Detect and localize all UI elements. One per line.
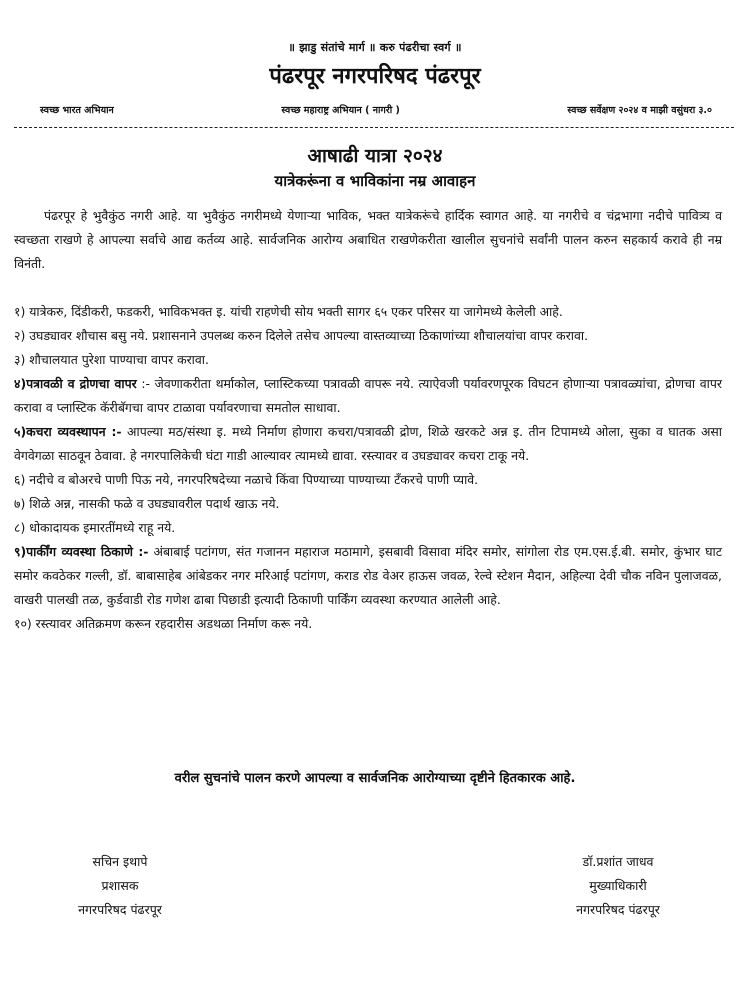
campaign-row — [40, 103, 712, 116]
item-heading: ४)पत्रावळी व द्रोणचा वापर — [14, 376, 137, 391]
signatory-org: नगरपरिषद पंढरपूर — [78, 902, 162, 917]
instruction-item-4 — [14, 372, 722, 420]
signatory-role: प्रशासक — [101, 878, 139, 893]
signature-administrator — [30, 850, 210, 922]
header-motto: ॥ झाडु संतांचे मार्ग ॥ करु पंढरीचा स्वर्ग ॥ — [288, 41, 462, 54]
instruction-item-1 — [14, 300, 722, 324]
instruction-item-5 — [14, 420, 722, 468]
item-text: आपल्या मठ/संस्था इ. मध्ये निर्माण होणारा कचरा/पत्रावळी द्रोण, शिळे खरकटे अन्न इ. तीन टिपामध्ये ओला, सुका व घातक असा वेगवेगळा साठवून ठेवावा. हे नगरपालिकेची घंटा गाडी आल्यावर त्यामध्ये द्यावा. रस्त्यावर व उघड्यावर कचरा टाकू नये. — [14, 424, 723, 463]
campaign-swachh-survey: स्वच्छ सर्वेक्षण २०२४ व माझी वसुंधरा ३.० — [567, 105, 712, 116]
closing-statement: वरील सुचनांचे पालन करणे आपल्या व सार्वजनिक आरोग्याच्या दृष्टीने हितकारक आहे. — [174, 771, 576, 786]
item-text: :- जेवणाकरीता थर्माकोल, प्लास्टिकच्या पत्रावळी वापरू नये. त्याऐवजी पर्यावरणपूरक विघटन होणाऱ्या पत्रावळ्यांचा, द्रोणचा वापर करावा व प्लास्टिक कॅरीबॅगचा वापर टाळावा पर्यावरणाचा समतोल साधावा. — [14, 376, 722, 415]
campaign-swachh-maharashtra: स्वच्छ महाराष्ट्र अभियान ( नागरी ) — [281, 105, 400, 116]
header-divider — [14, 127, 734, 128]
instruction-item-9 — [14, 540, 722, 612]
item-text: २) उघड्यावर शौचास बसु नये. प्रशासनाने उपलब्ध करुन दिलेले तसेच आपल्या वास्तव्याच्या ठिकाणांच्या शौचालयांचा वापर करावा. — [14, 328, 589, 343]
campaign-swachh-bharat: स्वच्छ भारत अभियान — [40, 105, 114, 116]
notice-subtitle: यात्रेकरूंना व भाविकांना नम्र आवाहन — [274, 172, 476, 190]
instruction-item-10 — [14, 612, 722, 636]
intro-paragraph: पंढरपूर हे भुवैकुंठ नगरी आहे. या भुवैकुंठ नगरीमध्ये येणाऱ्या भाविक, भक्त यात्रेकरूंचे हार्दिक स्वागत आहे. या नगरीचे व चंद्रभागा नदीचे पावित्र्य व स्वच्छता राखणे हे आपल्या सर्वाचे आद्य कर्तव्य आहे. सार्वजनिक आरोग्य अबाधित राखणेकरीता खालील सुचनांचे सर्वांनी पालन करुन सहकार्य करावे ही नम्र विनंती. — [14, 208, 722, 271]
council-name: पंढरपूर नगरपरिषद पंढरपूर — [269, 64, 481, 89]
item-text: १०) रस्त्यावर अतिक्रमण करून रहदारीस अडथळा निर्माण करू नये. — [14, 616, 313, 631]
item-heading: ९)पार्कींग व्यवस्था ठिकाणे :- — [14, 544, 149, 559]
item-text: अंबाबाई पटांगण, संत गजानन महाराज मठामागे, इसबावी विसावा मंदिर समोर, सांगोला रोड एम.एस.ई.बी. समोर, कुंभार घाट समोर कवठेकर गल्ली, डॉ. बाबासाहेब आंबेडकर नगर मरिआई पटांगण, कराड रोड वेअर हाऊस जवळ, रेल्वे स्टेशन मैदान, अहिल्या देवी चौक नविन पुलाजवळ, वाखरी पालखी तळ, कुर्डवाडी रोड गणेश ढाबा पिछाडी इत्यादी ठिकाणी पार्किंग व्यवस्था करण्यात आलेली आहे. — [14, 544, 723, 607]
instruction-item-8 — [14, 516, 722, 540]
notice-title: आषाढी यात्रा २०२४ — [307, 145, 443, 167]
signatory-name: डॉ.प्रशांत जाधव — [582, 854, 654, 869]
item-text: ६) नदीचे व बोअरचे पाणी पिऊ नये, नगरपरिषदेच्या नळाचे किंवा पिण्याच्या पाण्याच्या टँकरचे पाणी प्यावे. — [14, 472, 479, 487]
item-heading: ५)कचरा व्यवस्थापन :- — [14, 424, 122, 439]
instruction-item-6 — [14, 468, 722, 492]
item-text: ७) शिळे अन्न, नासकी फळे व उघड्यावरील पदार्थ खाऊ नये. — [14, 496, 280, 511]
item-text: ८) धोकादायक इमारतींमध्ये राहू नये. — [14, 520, 176, 535]
instruction-item-3 — [14, 348, 722, 372]
instruction-item-2 — [14, 324, 722, 348]
signature-chief-officer — [528, 850, 708, 922]
signatory-org: नगरपरिषद पंढरपूर — [576, 902, 660, 917]
instruction-item-7 — [14, 492, 722, 516]
item-text: १) यात्रेकरु, दिंडीकरी, फडकरी, भाविकभक्त इ. यांची राहणेची सोय भक्ती सागर ६५ एकर परिसर या जागेमध्ये केलेली आहे. — [14, 304, 563, 319]
item-text: ३) शौचालयात पुरेशा पाण्याचा वापर करावा. — [14, 352, 209, 367]
notice-body — [14, 204, 722, 636]
signatory-role: मुख्याधिकारी — [589, 878, 647, 893]
signatory-name: सचिन इथापे — [92, 854, 148, 869]
